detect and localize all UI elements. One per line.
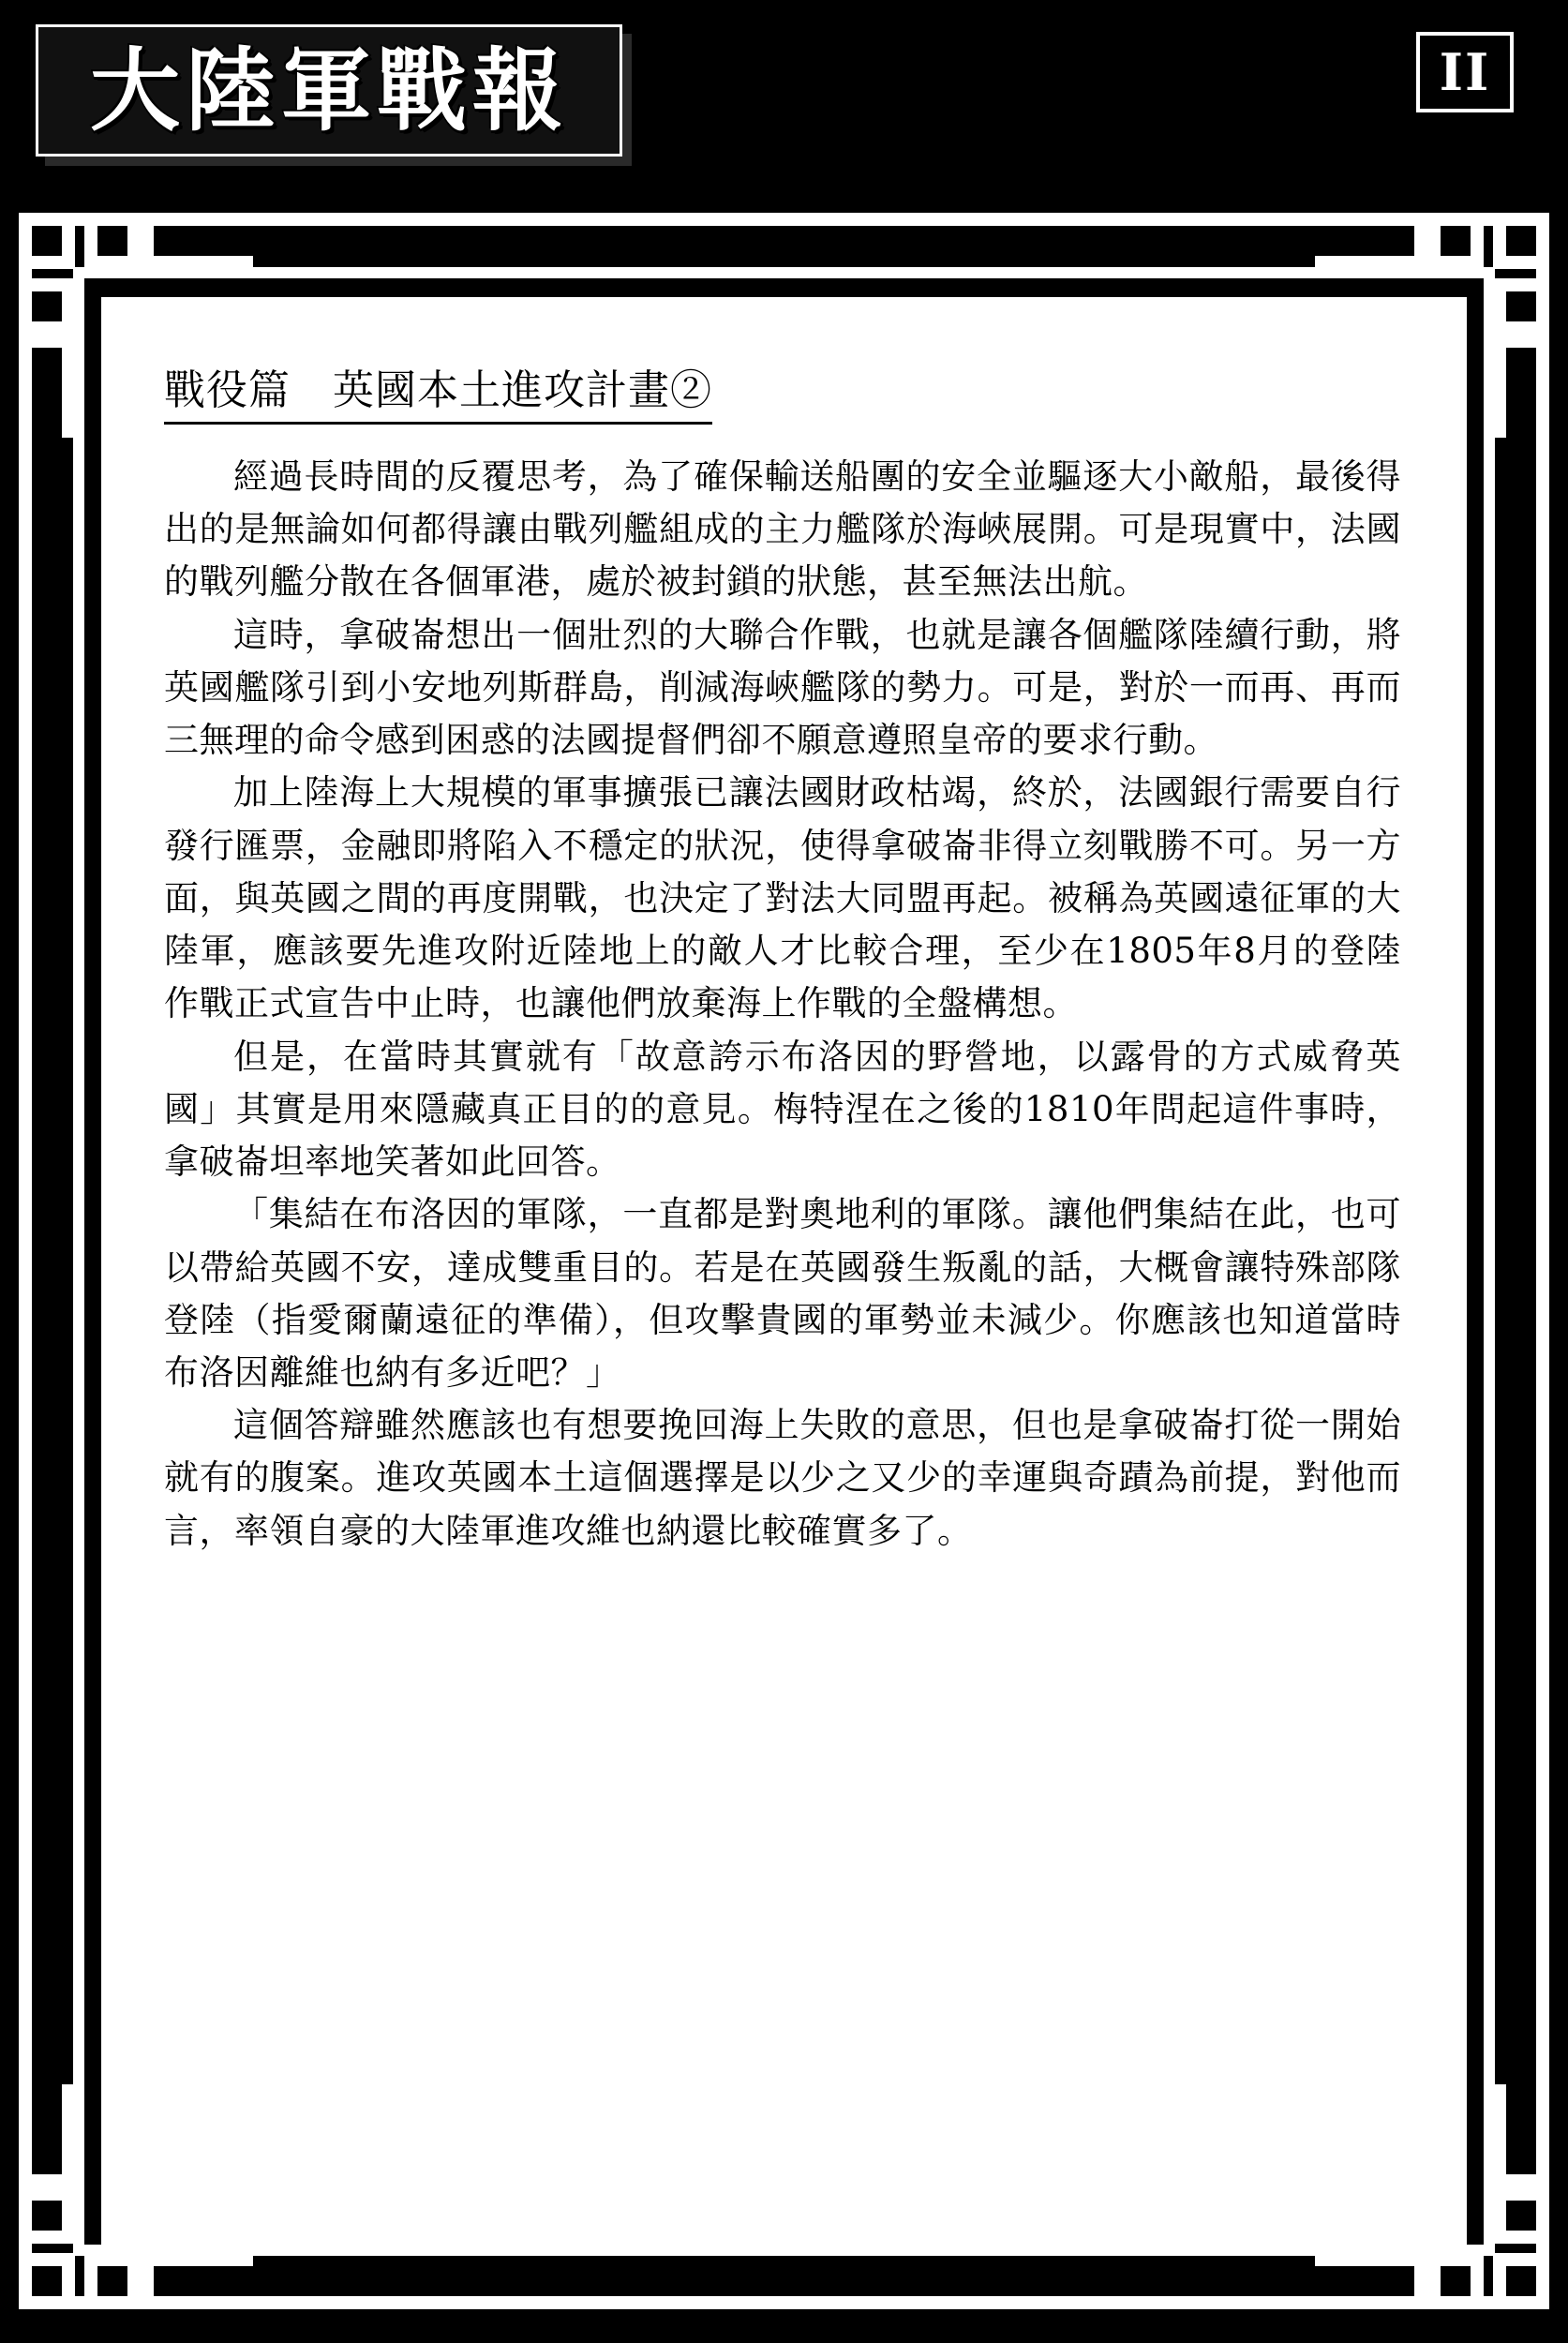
- article-paragraph: 加上陸海上大規模的軍事擴張已讓法國財政枯竭，終於，法國銀行需要自行發行匯票，金融即將陷入不穩定的狀況，使得拿破崙非得立刻戰勝不可。另一方面，與英國之間的再度開戰，也決定了對法大同盟再起。被稱為英國遠征軍的大陸軍，應該要先進攻附近陸地上的敵人才比較合理，至少在1805年8月的登陸作戰正式宣告中止時，也讓他們放棄海上作戰的全盤構想。: [164, 772, 1401, 1024]
- article-paragraph: 這時，拿破崙想出一個壯烈的大聯合作戰，也就是讓各個艦隊陸續行動，將英國艦隊引到小安地列斯群島，削減海峽艦隊的勢力。可是，對於一而再、再而三無理的命令感到困惑的法國提督們卻不願意遵照皇帝的要求行動。: [164, 614, 1401, 761]
- corner-motif-tr-1-inner: [1506, 226, 1536, 256]
- article-paragraph: 但是，在當時其實就有「故意誇示布洛因的野營地，以露骨的方式威脅英國」其實是用來隱藏真正目的的意見。梅特涅在之後的1810年問起這件事時，拿破崙坦率地笑著如此回答。: [164, 1036, 1401, 1183]
- frame-step-left-top-2: [62, 335, 75, 438]
- masthead-banner: [36, 24, 622, 157]
- frame-step-top-left-2: [141, 256, 253, 269]
- corner-motif-tl-3-inner: [32, 291, 62, 321]
- article-paragraph: 「集結在布洛因的軍隊，一直都是對奧地利的軍隊。讓他們集結在此，也可以帶給英國不安，達成雙重目的。若是在英國發生叛亂的話，大概會讓特殊部隊登陸（指愛爾蘭遠征的準備），但攻擊貴國的軍勢並未減少。你應該也知道當時布洛因離維也納有多近吧？」: [164, 1194, 1401, 1393]
- corner-motif-tl-1-inner: [32, 226, 62, 256]
- corner-motif-br-3-inner: [1506, 2201, 1536, 2231]
- frame-band-left: [19, 213, 32, 2309]
- article-body: [164, 451, 1401, 1558]
- corner-motif-tr-2-inner: [1441, 226, 1471, 256]
- frame-step-right-bottom-2: [1493, 2084, 1506, 2187]
- frame-step-left-bottom-2: [62, 2084, 75, 2187]
- frame-band-bottom: [19, 2296, 1549, 2309]
- page-number-badge: II: [1416, 32, 1514, 112]
- frame-step-bottom-right-2: [1315, 2253, 1427, 2266]
- corner-motif-br-2-inner: [1441, 2266, 1471, 2296]
- frame-step-top-right-2: [1315, 256, 1427, 269]
- frame-band-right: [1536, 213, 1549, 2309]
- corner-motif-tl-2-inner: [97, 226, 127, 256]
- frame-step-bottom-left-2: [141, 2253, 253, 2266]
- corner-motif-tr-3-inner: [1506, 291, 1536, 321]
- corner-motif-bl-3-inner: [32, 2201, 62, 2231]
- masthead-title: 大陸軍戰報: [90, 37, 568, 143]
- corner-motif-bl-1-inner: [32, 2266, 62, 2296]
- article-paragraph: 經過長時間的反覆思考，為了確保輸送船團的安全並驅逐大小敵船，最後得出的是無論如何都得讓由戰列艦組成的主力艦隊於海峽展開。可是現實中，法國的戰列艦分散在各個軍港，處於被封鎖的狀態，甚至無法出航。: [164, 456, 1401, 603]
- frame-band-inner-top: [73, 267, 1495, 278]
- corner-motif-bl-2-inner: [97, 2266, 127, 2296]
- page-header: [0, 0, 1568, 192]
- frame-step-right-top-2: [1493, 335, 1506, 438]
- corner-motif-br-1-inner: [1506, 2266, 1536, 2296]
- ornamental-frame: [0, 192, 1568, 2343]
- frame-band-top: [19, 213, 1549, 226]
- frame-band-inner-left: [73, 267, 84, 2256]
- article-content: [164, 356, 1401, 1558]
- frame-band-inner-right: [1484, 267, 1495, 2256]
- article-paragraph: 這個答辯雖然應該也有想要挽回海上失敗的意思，但也是拿破崙打從一開始就有的腹案。進攻英國本土這個選擇是以少之又少的幸運與奇蹟為前提，對他而言，率領自豪的大陸軍進攻維也納還比較確實多了。: [164, 1405, 1401, 1551]
- article-title: 戰役篇 英國本土進攻計畫②: [164, 356, 712, 425]
